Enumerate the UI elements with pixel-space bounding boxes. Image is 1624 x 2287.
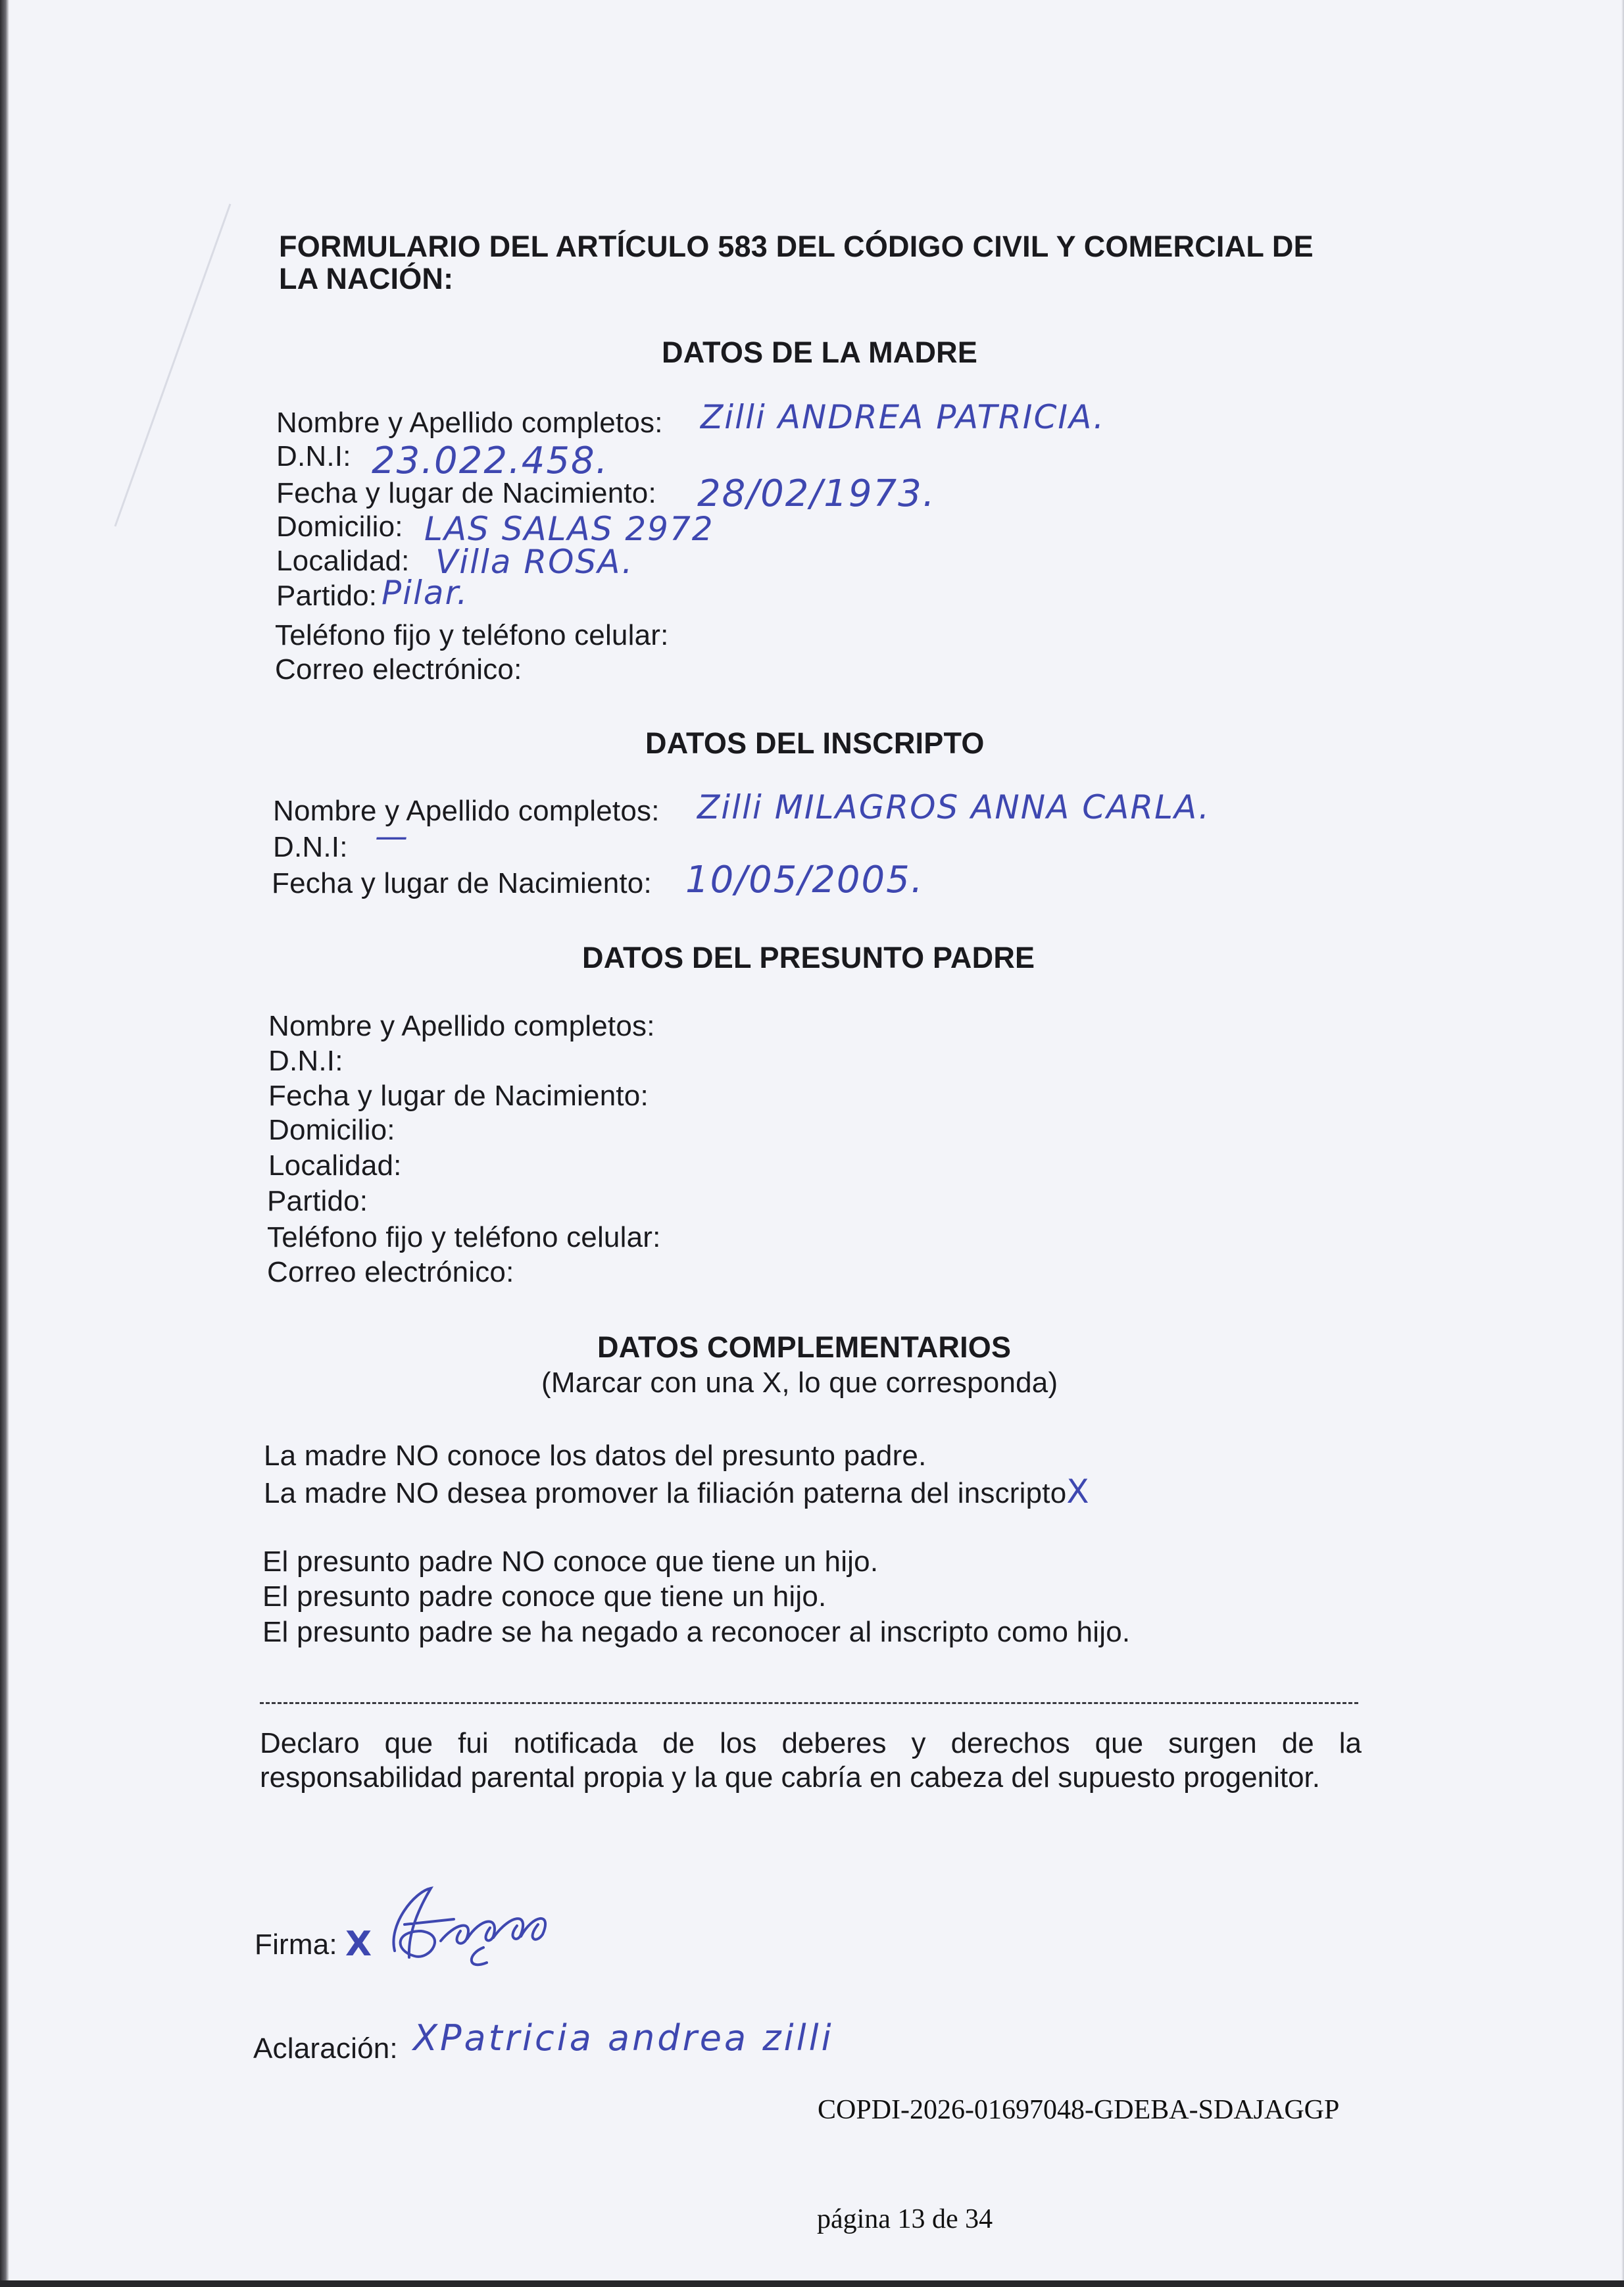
madre-fecha-value: 28/02/1973.: [697, 472, 936, 515]
madre-domicilio-value: LAS SALAS 2972: [424, 510, 714, 548]
padre-correo-label: Correo electrónico:: [267, 1256, 514, 1288]
madre-telefono-label: Teléfono fijo y teléfono celular:: [275, 619, 669, 651]
madre-nombre-value: Zilli ANDREA PATRICIA.: [701, 398, 1106, 436]
option-madre-no-desea-text: La madre NO desea promover la filiación paterna del inscripto: [264, 1477, 1067, 1509]
inscripto-dni-label: D.N.I:: [273, 831, 348, 863]
option-madre-no-conoce: La madre NO conoce los datos del presunto padre.: [264, 1440, 927, 1472]
option-madre-no-desea: [264, 1474, 1091, 1511]
form-title-line1: FORMULARIO DEL ARTÍCULO 583 DEL CÓDIGO CIVIL Y COMERCIAL DE: [279, 230, 1314, 263]
option-padre-conoce: El presunto padre conoce que tiene un hijo.: [262, 1580, 827, 1613]
declaration-paragraph: Declaro que fui notificada de los deberes y derechos que surgen de la responsabilidad parental propia y la que cabría en cabeza del supuesto progenitor.: [260, 1727, 1362, 1794]
inscripto-fecha-value: 10/05/2005.: [685, 859, 924, 901]
section-heading-padre: DATOS DEL PRESUNTO PADRE: [582, 941, 1035, 974]
madre-partido-label: Partido:: [276, 580, 378, 612]
scan-right-edge: [1621, 0, 1624, 2287]
option-padre-no-conoce: El presunto padre NO conoce que tiene un hijo.: [262, 1546, 879, 1578]
madre-nombre-label: Nombre y Apellido completos:: [276, 407, 663, 439]
padre-telefono-label: Teléfono fijo y teléfono celular:: [267, 1221, 661, 1253]
handwritten-signature: [368, 1878, 566, 1977]
inscripto-nombre-value: Zilli MILAGROS ANNA CARLA.: [697, 788, 1210, 826]
section-heading-complementarios: DATOS COMPLEMENTARIOS: [597, 1330, 1012, 1364]
madre-domicilio-label: Domicilio:: [276, 511, 403, 543]
document-id: COPDI-2026-01697048-GDEBA-SDAJAGGP: [818, 2095, 1340, 2125]
madre-localidad-label: Localidad:: [276, 545, 410, 577]
complementarios-instructions: (Marcar con una X, lo que corresponda): [541, 1367, 1058, 1399]
section-heading-madre: DATOS DE LA MADRE: [662, 336, 978, 369]
section-heading-inscripto: DATOS DEL INSCRIPTO: [645, 726, 985, 760]
madre-correo-label: Correo electrónico:: [275, 653, 522, 686]
aclaracion-label: Aclaración:: [253, 2032, 398, 2065]
padre-domicilio-label: Domicilio:: [268, 1114, 395, 1146]
madre-partido-value: Pilar.: [381, 574, 469, 612]
madre-dni-value: 23.022.458.: [372, 440, 609, 482]
aclaracion-value: XPatricia andrea zilli: [413, 2017, 834, 2059]
padre-nombre-label: Nombre y Apellido completos:: [268, 1010, 655, 1042]
inscripto-dni-value: —: [375, 817, 409, 855]
option-padre-negado: El presunto padre se ha negado a reconocer al inscripto como hijo.: [262, 1616, 1131, 1648]
inscripto-fecha-label: Fecha y lugar de Nacimiento:: [272, 867, 652, 899]
option-x-mark: X: [1066, 1472, 1091, 1511]
inscripto-nombre-label: Nombre y Apellido completos:: [273, 795, 660, 827]
page-number: página 13 de 34: [817, 2204, 993, 2234]
madre-localidad-value: Villa ROSA.: [435, 543, 634, 581]
dashed-separator: [260, 1702, 1358, 1704]
madre-dni-label: D.N.I:: [276, 440, 351, 472]
firma-label: Firma:: [255, 1928, 337, 1961]
padre-fecha-label: Fecha y lugar de Nacimiento:: [268, 1080, 649, 1112]
firma-x-mark: X: [345, 1924, 374, 1964]
madre-fecha-label: Fecha y lugar de Nacimiento:: [276, 477, 656, 509]
padre-partido-label: Partido:: [267, 1185, 368, 1217]
scan-bottom-edge: [0, 2280, 1624, 2287]
scan-left-edge: [0, 0, 9, 2287]
padre-localidad-label: Localidad:: [268, 1149, 402, 1182]
padre-dni-label: D.N.I:: [268, 1045, 343, 1077]
form-title-line2: LA NACIÓN:: [279, 262, 454, 295]
